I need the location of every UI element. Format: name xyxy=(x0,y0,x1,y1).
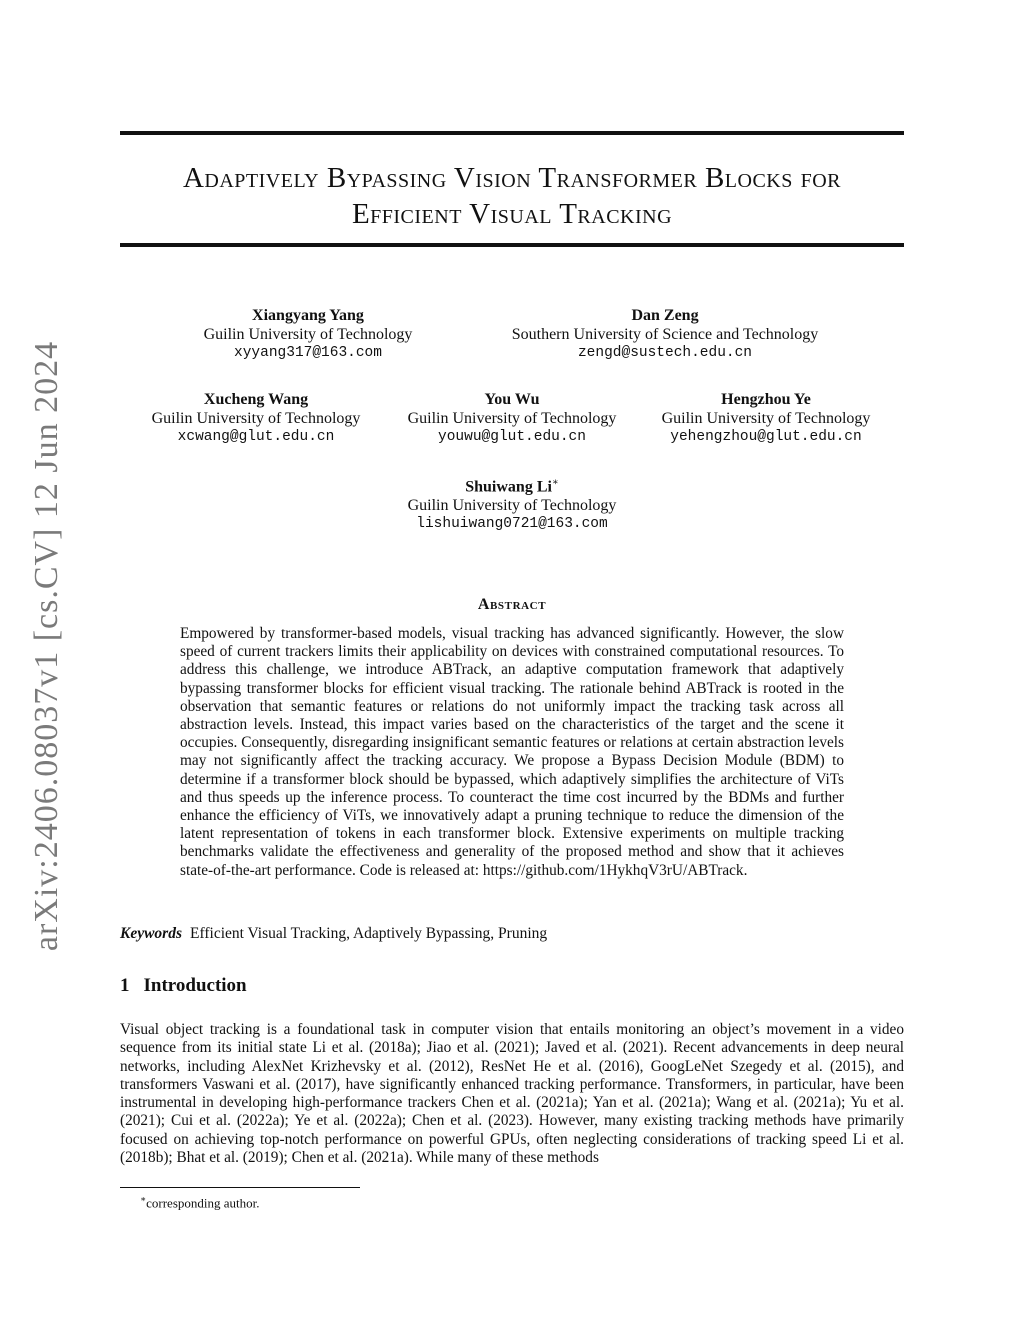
author-block-3 xyxy=(126,390,386,447)
paper-title xyxy=(120,160,904,232)
author-affiliation: Guilin University of Technology xyxy=(151,410,361,427)
author-name: Hengzhou Ye xyxy=(721,391,811,408)
footnote xyxy=(140,1191,260,1211)
footnote-text: corresponding author. xyxy=(146,1195,260,1211)
title-line-2: Efficient Visual Tracking xyxy=(351,198,673,230)
introduction-paragraph: Visual object tracking is a foundational task in computer vision that entails monitoring an object’s movement in a video sequence from its initial state Li et al. (2018a); Jiao et al. (2021); Javed et al. (2021). Recent advancements in deep neural networks, including AlexNet Krizhevsky et al. (2012), ResNet He et al. (2016), GoogLeNet Szegedy et al. (2015), and transformers Vaswani et al. (2017), have significantly enhanced tracking performance. Transformers, in particular, have been instrumental in developing high-performance trackers Chen et al. (2021a); Yan et al. (2021a); Wang et al. (2021a); Yu et al. (2021); Cui et al. (2022a); Ye et al. (2022a); Chen et al. (2023). However, many existing tracking methods have primarily focused on achieving top-notch performance on powerful GPUs, often neglecting considerations of tracking speed Li et al. (2018b); Bhat et al. (2019); Chen et al. (2021a). While many of these methods xyxy=(120,1021,904,1167)
author-email[interactable]: youwu@glut.edu.cn xyxy=(438,429,586,445)
author-name: Dan Zeng xyxy=(631,307,699,324)
keywords-label: Keywords xyxy=(120,925,182,942)
keywords-text: Efficient Visual Tracking, Adaptively Bypassing, Pruning xyxy=(190,925,548,942)
author-name: Xiangyang Yang xyxy=(252,307,364,324)
author-name: You Wu xyxy=(484,391,540,408)
section-title: Introduction xyxy=(143,975,247,996)
author-block-1 xyxy=(178,306,438,363)
title-bottom-rule xyxy=(120,243,904,247)
author-affiliation: Guilin University of Technology xyxy=(661,410,871,427)
abstract-heading: Abstract xyxy=(477,596,547,613)
footnote-rule xyxy=(120,1187,360,1188)
author-email[interactable]: xcwang@glut.edu.cn xyxy=(177,429,335,445)
title-line-1: Adaptively Bypassing Vision Transformer Blocks for xyxy=(182,162,842,194)
section-heading xyxy=(120,975,247,997)
keywords-line xyxy=(120,925,904,943)
author-block-6 xyxy=(382,473,642,534)
author-block-5 xyxy=(636,390,896,447)
corresponding-mark: ∗ xyxy=(551,477,559,488)
footnote-mark: ∗ xyxy=(140,1194,147,1204)
author-affiliation: Guilin University of Technology xyxy=(203,326,413,343)
abstract-text: Empowered by transformer-based models, visual tracking has advanced significantly. However, the slow speed of current trackers limits their applicability on devices with constrained computational resources. To address this challenge, we introduce ABTrack, an adaptive computation framework that adaptively bypassing transformer blocks for efficient visual tracking. The rationale behind ABTrack is rooted in the observation that semantic features or relations do not uniformly impact the tracking task across all abstraction levels. Instead, this impact varies based on the characteristics of the target and the scene it occupies. Consequently, disregarding insignificant semantic features or relations at certain abstraction levels may not significantly affect the tracking accuracy. We propose a Bypass Decision Module (BDM) to determine if a transformer block should be bypassed, which adaptively simplifies the architecture of ViTs and thus speeds up the inference process. To counteract the time cost incurred by the BDMs and further enhance the efficiency of ViTs, we innovatively adapt a pruning technique to reduce the dimension of the latent representation of tokens in each transformer block. Extensive experiments on multiple tracking benchmarks validate the effectiveness and generality of the proposed method and show that it achieves state-of-the-art performance. Code is released at: https://github.com/1HykhqV3rU/ABTrack. xyxy=(180,625,844,879)
author-email[interactable]: yehengzhou@glut.edu.cn xyxy=(670,429,862,445)
arxiv-identifier: arXiv:2406.08037v1 [cs.CV] 12 Jun 2024 xyxy=(28,340,65,952)
author-email[interactable]: lishuiwang0721@163.com xyxy=(416,516,608,533)
author-block-2 xyxy=(494,306,836,363)
author-name xyxy=(382,473,642,496)
title-top-rule xyxy=(120,131,904,135)
author-affiliation: Guilin University of Technology xyxy=(407,497,617,515)
author-name: Xucheng Wang xyxy=(203,391,309,408)
author-affiliation: Southern University of Science and Technology xyxy=(511,326,819,343)
author-affiliation: Guilin University of Technology xyxy=(407,410,617,427)
section-number: 1 xyxy=(120,975,130,996)
author-email[interactable]: zengd@sustech.edu.cn xyxy=(577,345,753,361)
author-block-4 xyxy=(382,390,642,447)
author-email[interactable]: xyyang317@163.com xyxy=(234,345,382,361)
author-name-text: Shuiwang Li xyxy=(465,478,552,496)
